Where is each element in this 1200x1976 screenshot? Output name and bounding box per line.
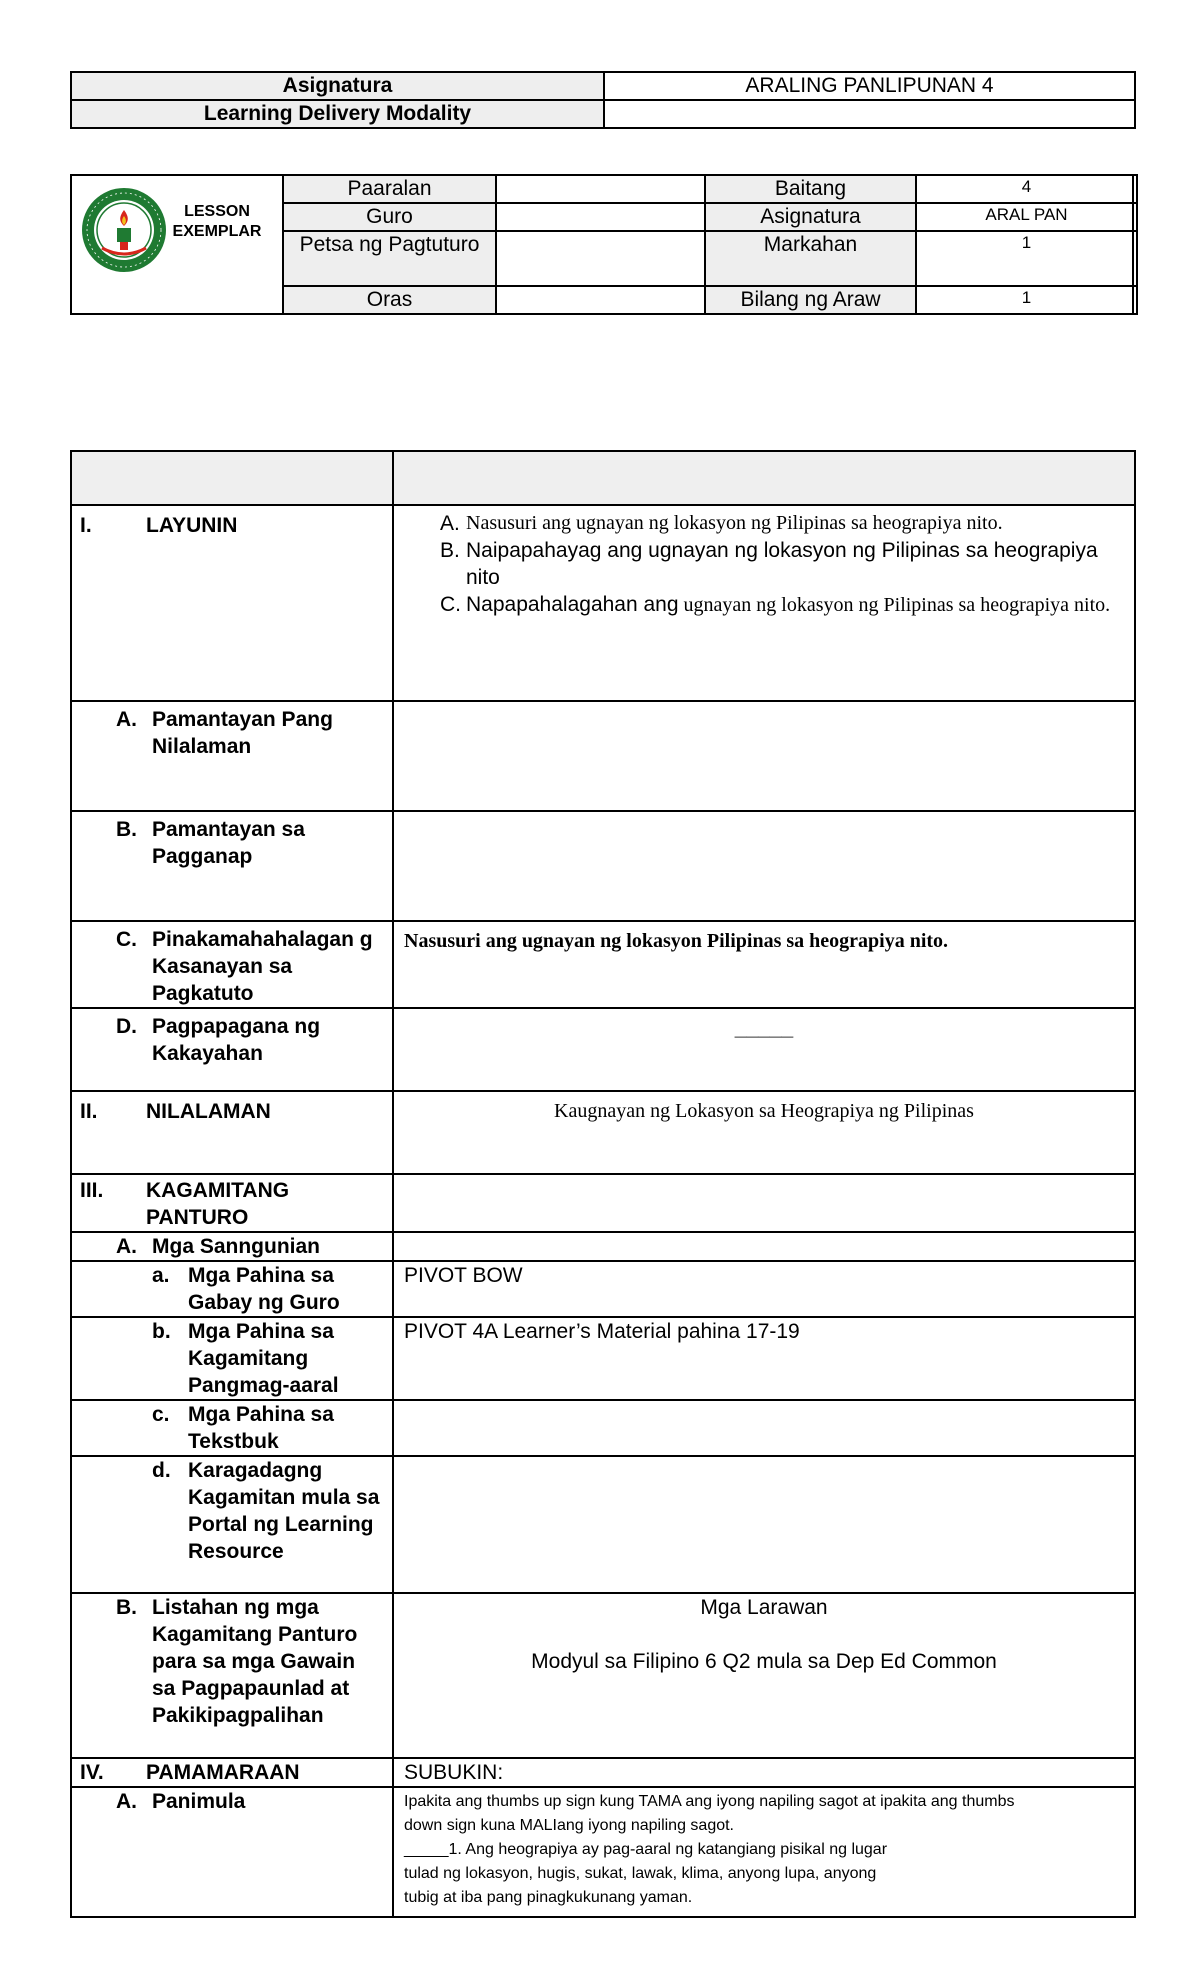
row-value: PIVOT 4A Learner’s Material pahina 17-19	[404, 1320, 800, 1343]
subject-value: ARALING PANLIPUNAN 4	[604, 72, 1135, 100]
row-value: Kaugnayan ng Lokasyon sa Heograpiya ng Pilipinas	[554, 1100, 974, 1122]
row-label: Pamantayan Pang Nilalaman	[152, 708, 333, 758]
row-kasanayan: C. Pinakamahahalagan g Kasanayan sa Pagkatuto Nasusuri ang ugnayan ng lokasyon Pilipinas sa heograpiya nito.	[71, 921, 1135, 1008]
row-label: Pagpapagana ng Kakayahan	[152, 1015, 321, 1065]
row-value	[393, 1456, 1135, 1593]
row-label: Listahan ng mga Kagamitang Panturo para sa mga Gawain sa Pagpapaunlad at Pakikipagpalihan	[152, 1596, 358, 1727]
row-sub-a: a. Mga Pahina sa Gabay ng Guro PIVOT BOW	[71, 1261, 1135, 1317]
row-pamantayan-pagganap: B. Pamantayan sa Pagganap	[71, 811, 1135, 921]
days-value: 1	[916, 286, 1137, 314]
header-info-table	[282, 174, 1138, 315]
grade-label: Baitang	[705, 175, 916, 203]
row-pamamaraan: IV. PAMAMARAAN SUBUKIN:	[71, 1758, 1135, 1787]
time-value	[496, 286, 705, 314]
instruction-line: Ipakita ang thumbs up sign kung TAMA ang iyong napiling sagot at ipakita ang thumbs	[404, 1793, 1015, 1810]
row-label: Karagadagng Kagamitan mula sa Portal ng Learning Resource	[188, 1459, 380, 1563]
objective-b: B. Naipapahayag ang ugnayan ng lokasyon ng Pilipinas sa heograpiya nito	[440, 539, 1098, 589]
days-label: Bilang ng Araw	[705, 286, 916, 314]
school-seal-icon	[80, 186, 168, 274]
header-cell-left	[71, 451, 393, 505]
row-value	[393, 811, 1135, 921]
row-nilalaman: II. NILALAMAN Kaugnayan ng Lokasyon sa Heograpiya ng Pilipinas	[71, 1091, 1135, 1174]
quarter-value: 1	[916, 231, 1137, 286]
quarter-label: Markahan	[705, 231, 916, 286]
grade-value: 4	[916, 175, 1137, 203]
question-line: _____1. Ang heograpiya ay pag-aaral ng katangiang pisikal ng lugar	[404, 1841, 888, 1858]
row-label: Mga Pahina sa Tekstbuk	[188, 1403, 334, 1453]
school-label: Paaralan	[283, 175, 496, 203]
lesson-plan-table	[70, 450, 1136, 1918]
subject-info-table	[70, 71, 1136, 129]
school-value	[496, 175, 705, 203]
row-sub-c: c. Mga Pahina sa Tekstbuk	[71, 1400, 1135, 1456]
question-line: tulad ng lokasyon, hugis, sukat, lawak, klima, anyong lupa, anyong	[404, 1865, 877, 1882]
row-value: Nasusuri ang ugnayan ng lokasyon Pilipinas sa heograpiya nito.	[404, 930, 949, 952]
row-listahan: B. Listahan ng mga Kagamitang Panturo para sa mga Gawain sa Pagpapaunlad at Pakikipagpalihan Mga Larawan Modyul sa Filipino 6 Q2 mula sa Dep Ed Common	[71, 1593, 1135, 1758]
date-label: Petsa ng Pagtuturo	[283, 231, 496, 286]
row-label: PAMAMARAAN	[146, 1761, 300, 1784]
row-value	[393, 1400, 1135, 1456]
row-value: SUBUKIN:	[404, 1761, 504, 1784]
subject-label-2: Asignatura	[705, 203, 916, 231]
modality-value	[604, 100, 1135, 128]
row-label: NILALAMAN	[146, 1100, 271, 1123]
row-layunin	[71, 505, 1135, 701]
row-kagamitan: III. KAGAMITANG PANTURO	[71, 1174, 1135, 1232]
section-label: LAYUNIN	[146, 514, 238, 537]
modality-label: Learning Delivery Modality	[71, 100, 604, 128]
row-label: KAGAMITANG PANTURO	[146, 1179, 290, 1229]
objective-c: C. Napapahalagahan ang ugnayan ng lokasyon ng Pilipinas sa heograpiya nito.	[440, 593, 1111, 616]
teacher-label: Guro	[283, 203, 496, 231]
row-panimula: A. Panimula Ipakita ang thumbs up sign kung TAMA ang iyong napiling sagot at ipakita ang thumbs down sign kuna MALIang iyong napiling sagot. _____1. Ang heograpiya ay pag-aaral ng katangiang pisikal ng lugar tulad ng lokasyon, hugis, sukat, lawak, klima, anyong lupa, anyong tubig at iba pang pinagkukunang yaman.	[71, 1787, 1135, 1917]
row-label: Pamantayan sa Pagganap	[152, 818, 305, 868]
lesson-header	[70, 174, 1134, 315]
instruction-line: down sign kuna MALIang iyong napiling sagot.	[404, 1817, 734, 1834]
time-label: Oras	[283, 286, 496, 314]
row-pagpapagana: D. Pagpapagana ng Kakayahan _____	[71, 1008, 1135, 1091]
date-value	[496, 231, 705, 286]
row-label: Mga Pahina sa Kagamitang Pangmag-aaral	[188, 1320, 339, 1397]
table-header-row	[71, 451, 1135, 505]
row-label: Pinakamahahalagan g Kasanayan sa Pagkatuto	[152, 928, 373, 1005]
lesson-exemplar-label: LESSON EXEMPLAR	[172, 203, 262, 240]
section-num: I.	[80, 514, 92, 537]
materials-line-2: Modyul sa Filipino 6 Q2 mula sa Dep Ed Common	[531, 1650, 997, 1673]
row-value: _____	[734, 1017, 794, 1040]
row-value	[393, 701, 1135, 811]
row-sanggunian: A. Mga Sanngunian	[71, 1232, 1135, 1261]
header-cell-right	[393, 451, 1135, 505]
row-sub-d: d. Karagadagng Kagamitan mula sa Portal ng Learning Resource	[71, 1456, 1135, 1593]
row-label: Panimula	[152, 1790, 246, 1813]
row-value: PIVOT BOW	[404, 1264, 523, 1287]
objective-a: A. Nasusuri ang ugnayan ng lokasyon ng Pilipinas sa heograpiya nito.	[440, 512, 1003, 535]
row-label: Mga Pahina sa Gabay ng Guro	[188, 1264, 340, 1314]
teacher-value	[496, 203, 705, 231]
subject-value-2: ARAL PAN	[916, 203, 1137, 231]
row-pamantayan-nilalaman: A. Pamantayan Pang Nilalaman	[71, 701, 1135, 811]
question-line: tubig at iba pang pinagkukunang yaman.	[404, 1889, 693, 1906]
row-label: Mga Sanngunian	[152, 1235, 320, 1258]
subject-label: Asignatura	[71, 72, 604, 100]
row-sub-b: b. Mga Pahina sa Kagamitang Pangmag-aaral PIVOT 4A Learner’s Material pahina 17-19	[71, 1317, 1135, 1400]
materials-line-1: Mga Larawan	[700, 1596, 828, 1619]
